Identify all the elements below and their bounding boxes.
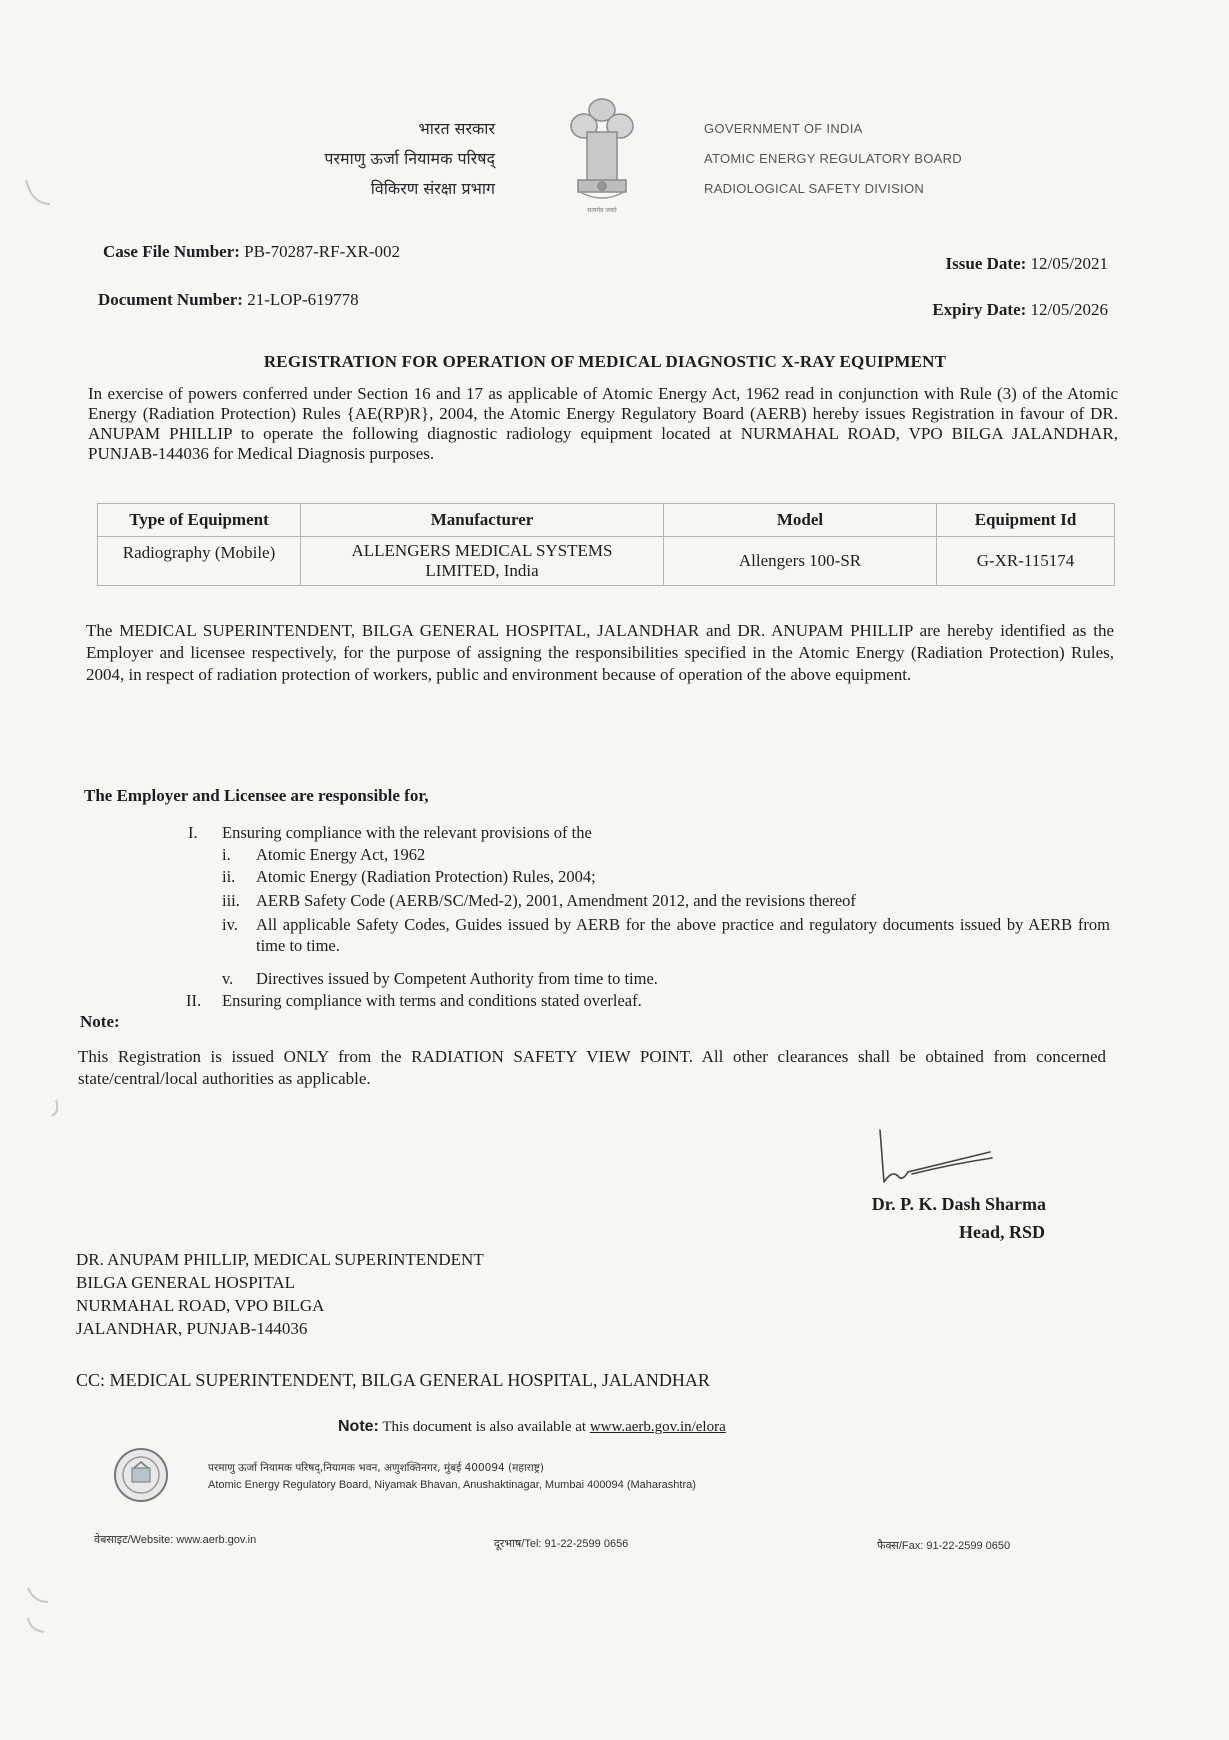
- header-english: [704, 114, 1034, 204]
- employer-paragraph: The MEDICAL SUPERINTENDENT, BILGA GENERAL HOSPITAL, JALANDHAR and DR. ANUPAM PHILLIP are hereby identified as the Employer and licensee respectively, for the purpose of assigning the responsibilities specified in the Atomic Energy (Radiation Protection) Rules, 2004, in respect of radiation protection of workers, public and environment because of operation of the above equipment.: [86, 621, 1114, 684]
- case-file-number: [103, 242, 400, 262]
- footer-note-text: This document is also available at: [382, 1419, 587, 1435]
- addressee-line: NURMAHAL ROAD, VPO BILGA: [76, 1296, 325, 1315]
- footer-note-label: Note:: [338, 1418, 379, 1435]
- list-item: [222, 968, 658, 989]
- list-item-text: All applicable Safety Codes, Guides issued by AERB for the above practice and regulatory documents issued by AERB from time to time.: [256, 915, 1110, 955]
- header-english-line: GOVERNMENT OF INDIA: [704, 121, 863, 136]
- list-item-number: II.: [186, 991, 202, 1010]
- addressee-line: JALANDHAR, PUNJAB-144036: [76, 1319, 308, 1338]
- table-cell: ALLENGERS MEDICAL SYSTEMS LIMITED, India: [301, 537, 664, 586]
- document-number-value: 21-LOP-619778: [247, 290, 359, 309]
- equipment-table: [97, 503, 1115, 586]
- expiry-date-value: 12/05/2026: [1030, 300, 1108, 319]
- list-item: [188, 822, 592, 843]
- signatory: [872, 1190, 1046, 1246]
- footer-website: वेबसाइट/Website: www.aerb.gov.in: [94, 1534, 257, 1546]
- footer-address-english: Atomic Energy Regulatory Board, Niyamak Bhavan, Anushaktinagar, Mumbai 400094 (Maharashtra): [208, 1479, 696, 1491]
- signature-mark: [872, 1124, 1002, 1190]
- issue-date: [946, 254, 1108, 274]
- header-hindi-line: विकिरण संरक्षा प्रभाग: [370, 179, 495, 198]
- list-item-number: iii.: [222, 891, 240, 910]
- list-item-text: Directives issued by Competent Authority from time to time.: [256, 969, 658, 988]
- list-item-number: i.: [222, 845, 231, 864]
- list-item: [222, 844, 425, 865]
- list-item-number: ii.: [222, 867, 236, 886]
- addressee-block: [76, 1248, 484, 1340]
- list-item-text: AERB Safety Code (AERB/SC/Med-2), 2001, Amendment 2012, and the revisions thereof: [256, 891, 856, 910]
- list-item-text: Ensuring compliance with the relevant provisions of the: [222, 823, 592, 842]
- issue-date-value: 12/05/2021: [1030, 254, 1108, 273]
- header-hindi: [240, 114, 495, 204]
- binding-marks: [0, 0, 60, 1740]
- emblem-motto: सत्यमेव जयते: [587, 207, 617, 214]
- equipment-table-header-row: [98, 504, 1115, 537]
- table-header: Manufacturer: [301, 504, 664, 537]
- document-title: REGISTRATION FOR OPERATION OF MEDICAL DIAGNOSTIC X-RAY EQUIPMENT: [263, 352, 947, 371]
- list-item: [222, 890, 856, 911]
- signature: [872, 1124, 1002, 1190]
- case-file-value: PB-70287-RF-XR-002: [244, 242, 401, 261]
- header-english-line: ATOMIC ENERGY REGULATORY BOARD: [704, 151, 962, 166]
- footer-address: [208, 1460, 696, 1494]
- list-item: [222, 866, 596, 887]
- list-item-number: v.: [222, 969, 234, 988]
- list-item-text: Atomic Energy Act, 1962: [256, 845, 426, 864]
- table-header: Type of Equipment: [98, 504, 301, 537]
- header-hindi-line: परमाणु ऊर्जा नियामक परिषद्: [324, 149, 495, 168]
- footer-fax: फैक्स/Fax: 91-22-2599 0650: [877, 1540, 1011, 1552]
- addressee-line: DR. ANUPAM PHILLIP, MEDICAL SUPERINTENDENT: [76, 1250, 484, 1269]
- list-item-number: iv.: [222, 915, 238, 934]
- cc-line: CC: MEDICAL SUPERINTENDENT, BILGA GENERAL HOSPITAL, JALANDHAR: [76, 1370, 710, 1390]
- document-number-label: Document Number:: [98, 290, 243, 309]
- expiry-date-label: Expiry Date:: [932, 300, 1027, 319]
- case-file-label: Case File Number:: [103, 242, 240, 261]
- table-header: Model: [664, 504, 937, 537]
- intro-paragraph: In exercise of powers conferred under Section 16 and 17 as applicable of Atomic Energy Act, 1962 read in conjunction with Rule (3) of the Atomic Energy (Radiation Protection) Rules {AE(RP)R}, 2004, the Atomic Energy Regulatory Board (AERB) hereby issues Registration in favour of DR. ANUPAM PHILLIP to operate the following diagnostic radiology equipment located at NURMAHAL ROAD, VPO BILGA JALANDHAR, PUNJAB-144036 for Medical Diagnosis purposes.: [88, 384, 1118, 463]
- table-cell: Allengers 100-SR: [664, 537, 937, 586]
- list-item-text: Ensuring compliance with terms and conditions stated overleaf.: [222, 991, 642, 1010]
- list-item: [222, 914, 1110, 956]
- header-english-line: RADIOLOGICAL SAFETY DIVISION: [704, 181, 925, 196]
- elora-link[interactable]: www.aerb.gov.in/elora: [589, 1419, 726, 1435]
- aerb-logo-icon: [112, 1446, 170, 1504]
- signatory-designation: Head, RSD: [958, 1222, 1045, 1242]
- responsibilities-heading: The Employer and Licensee are responsible for,: [84, 786, 429, 805]
- document-number: [98, 290, 359, 310]
- table-header: Equipment Id: [937, 504, 1115, 537]
- footer-note: [338, 1418, 726, 1436]
- header-hindi-line: भारत सरकार: [418, 119, 495, 138]
- list-item-text: Atomic Energy (Radiation Protection) Rules, 2004;: [256, 867, 596, 886]
- expiry-date: [932, 300, 1108, 320]
- note-label: Note:: [80, 1012, 120, 1031]
- list-item-number: I.: [188, 823, 198, 842]
- addressee-line: BILGA GENERAL HOSPITAL: [76, 1273, 295, 1292]
- table-row: [98, 537, 1115, 586]
- issue-date-label: Issue Date:: [945, 254, 1027, 273]
- signatory-name: Dr. P. K. Dash Sharma: [871, 1194, 1046, 1214]
- footer-address-hindi: परमाणु ऊर्जा नियामक परिषद्,नियामक भवन, अणुशक्तिनगर, मुंबई 400094 (महाराष्ट्र): [208, 1462, 544, 1474]
- footer-tel: दूरभाष/Tel: 91-22-2599 0656: [494, 1538, 629, 1550]
- table-cell: G-XR-115174: [937, 537, 1115, 586]
- aerb-logo: [112, 1446, 170, 1504]
- note-text: This Registration is issued ONLY from the RADIATION SAFETY VIEW POINT. All other clearances shall be obtained from concerned state/central/local authorities as applicable.: [78, 1047, 1106, 1088]
- list-item: [186, 990, 642, 1011]
- national-emblem: [560, 92, 644, 220]
- table-cell: Radiography (Mobile): [98, 537, 301, 586]
- emblem-icon: [560, 92, 644, 220]
